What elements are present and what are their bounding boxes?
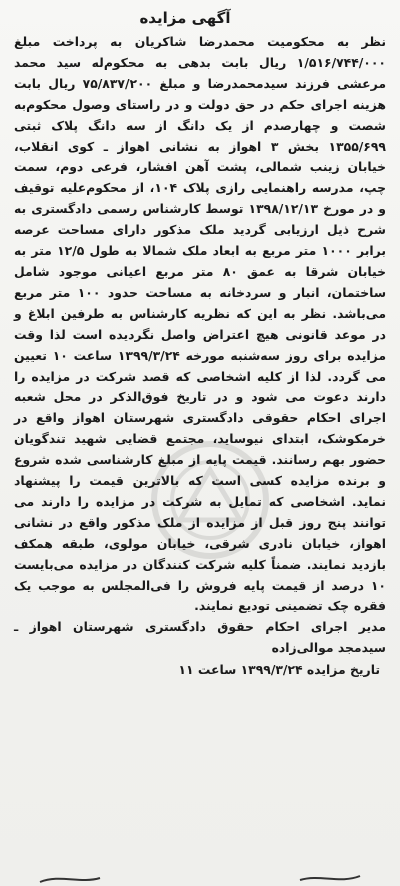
notice-body: نظر به محکومیت محمدرضا شاکریان به پرداخت مبلغ ۱/۵۱۶/۷۴۴/۰۰۰ ریال بابت بدهی به محکوم‌له سید محمد مرعشی فرزند سیدمحمدرضا و مبلغ ۷۵/۸۳۷/۲۰۰ ریال بابت هزینه اجرای حکم در حق دولت و در راستای وصول محکوم‌به شصت و چهارصدم از یک دانگ از سه دانگ پلاک ثبتی ۱۳۵۵/۶۹۹ بخش ۳ اهواز به نشانی اهواز ـ کوی انقلاب، خیابان زینب شمالی، پشت آهن افشار، فرعی دوم، سمت چپ، مدرسه راهنمایی رازی پلاک ۱۰۴، از محکوم‌علیه توقیف و در مورخ ۱۳۹۸/۱۲/۱۳ توسط کارشناس رسمی دادگستری به شرح ذیل ارزیابی گردید ملک مذکور دارای مساحت عرصه برابر ۱۰۰۰ متر مربع به ابعاد ملک شمالا به طول ۱۲/۵ متر به خیابان شرقا به عمق ۸۰ متر مربع اعیانی موجود شامل ساختمان، انبار و سردخانه به مساحت حدود ۱۰۰ متر مربع می‌باشد. نظر به این که نظریه کارشناس به طرفین ابلاغ و در موعد قانونی هیچ اعتراض واصل نگردیده است لذا وقت مزایده برای روز سه‌شنبه مورخه ۱۳۹۹/۳/۲۴ ساعت ۱۰ تعیین می گردد. لذا از کلیه اشخاصی که قصد شرکت در مزایده را دارند دعوت می شود و در تاریخ فوق‌الذکر در محل شعبه اجرای احکام حقوقی دادگستری شهرستان اهواز واقع در خرمکوشک، ابتدای نیوساید، مجتمع قضایی شهید تندگویان حضور بهم رسانند. قیمت پایه از مبلغ کارشناسی شده شروع و برنده مزایده کسی است که بالاترین قیمت را پیشنهاد نماید. اشخاصی که تمایل به شرکت در مزایده را دارند می توانند پنج روز قبل از مزایده از ملک مذکور واقع در نشانی اهواز، خیابان نادری شرقی، خیابان مولوی، طبقه همکف بازدید نمایند. ضمناً کلیه شرکت کنندگان در مزایده می‌بایست ۱۰ درصد از قیمت پایه فروش را فی‌المجلس به موجب یک فقره چک تضمینی تودیع نمایند. (14, 34, 387, 614)
bottom-edge-marks (0, 870, 400, 886)
notice-signature: مدیر اجرای احکام حقوق دادگستری شهرستان اهواز ـ سیدمجد موالی‌زاده (14, 619, 386, 656)
auction-notice (14, 6, 386, 680)
auction-date-line: تاریخ مزایده ۱۳۹۹/۳/۲۴ ساعت ۱۱ (178, 662, 380, 678)
notice-title: آگهی مزایده (139, 9, 231, 27)
